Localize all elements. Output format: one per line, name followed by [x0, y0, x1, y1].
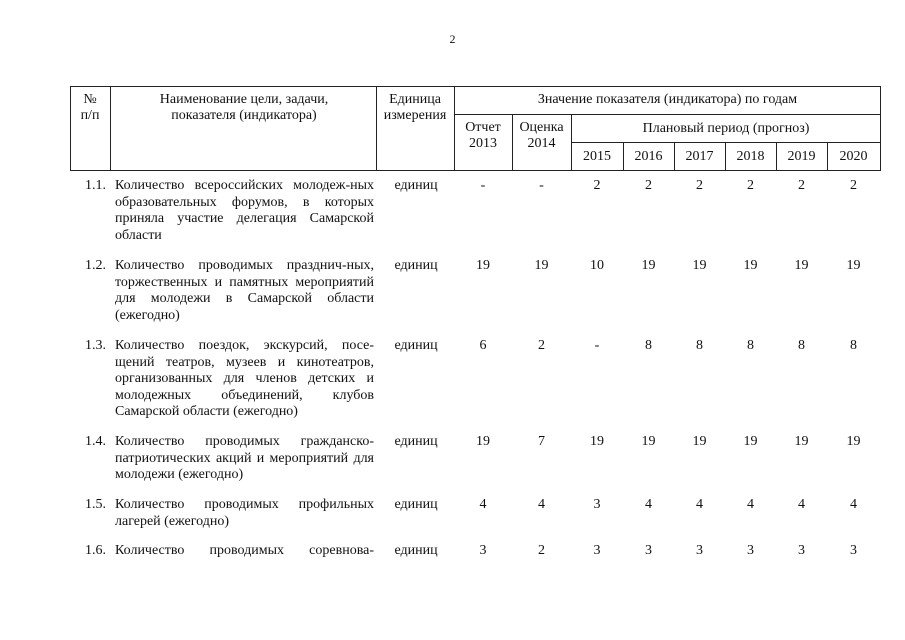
page-number: 2: [449, 32, 456, 46]
value-2020: 19: [846, 258, 861, 273]
value-2014: 7: [538, 434, 545, 449]
header-year: 2017: [685, 149, 714, 164]
value-2014: 2: [538, 338, 545, 353]
unit-cell: единиц: [394, 497, 438, 512]
value-2017: 3: [696, 543, 703, 558]
unit-cell: единиц: [394, 338, 438, 353]
value-2016: 8: [645, 338, 652, 353]
value-2016: 2: [645, 178, 652, 193]
header-year: 2020: [839, 149, 868, 164]
indicator-name: Количество поездок, экскурсий, посе-щений театров, музеев и кинотеатров, организованных для членов детских и молодежных объединений, клубов Самарской области (ежегодно): [115, 338, 374, 419]
value-2013: 6: [479, 338, 487, 353]
value-2019: 3: [798, 543, 805, 558]
indicator-name: Количество проводимых гражданско-патриотических акций и мероприятий для молодежи (ежегодно): [115, 434, 374, 482]
row-number: 1.6.: [85, 543, 106, 558]
value-2019: 4: [798, 497, 805, 512]
value-2015: 10: [590, 258, 604, 273]
value-2018: 8: [747, 338, 754, 353]
value-2016: 3: [645, 543, 652, 558]
row-number: 1.5.: [85, 497, 106, 512]
value-2015: 2: [593, 178, 601, 193]
header-estimate-2014: Оценка 2014: [519, 120, 564, 151]
row-number: 1.2.: [85, 258, 106, 273]
value-2018: 19: [743, 258, 758, 273]
value-2017: 4: [696, 497, 703, 512]
indicator-name: Количество всероссийских молодеж-ных образовательных форумов, в которых приняла участие делегация Самарской области: [115, 178, 374, 243]
value-2020: 8: [850, 338, 857, 353]
header-year: 2019: [787, 149, 816, 164]
value-2013: 19: [476, 434, 490, 449]
value-2015: 3: [593, 543, 601, 558]
value-2020: 19: [846, 434, 861, 449]
header-report-2013: Отчет 2013: [465, 120, 501, 151]
value-2018: 19: [743, 434, 758, 449]
value-2018: 4: [747, 497, 754, 512]
value-2014: 19: [534, 258, 549, 273]
value-2016: 19: [641, 434, 656, 449]
header-number: № п/п: [80, 92, 100, 123]
indicator-name: Количество проводимых празднич-ных, торжественных и памятных мероприятий для молодежи в Самарской области (ежегодно): [115, 258, 374, 323]
value-2016: 19: [641, 258, 656, 273]
value-2014: -: [539, 178, 544, 193]
indicator-name: Количество проводимых соревнова-: [115, 543, 374, 558]
header-plan-period: Плановый период (прогноз): [642, 121, 810, 136]
value-2013: 19: [476, 258, 490, 273]
value-2016: 4: [645, 497, 652, 512]
unit-cell: единиц: [394, 434, 438, 449]
value-2014: 4: [538, 497, 545, 512]
value-2018: 2: [747, 178, 754, 193]
unit-cell: единиц: [394, 543, 438, 558]
value-2015: -: [594, 338, 600, 353]
header-unit: Единица измерения: [383, 92, 447, 123]
value-2017: 2: [696, 178, 703, 193]
value-2017: 8: [696, 338, 703, 353]
value-2015: 3: [593, 497, 601, 512]
value-2020: 2: [850, 178, 857, 193]
header-year: 2015: [583, 149, 611, 164]
header-values-by-year: Значение показателя (индикатора) по годам: [537, 92, 798, 107]
indicator-name: Количество проводимых профильных лагерей (ежегодно): [115, 497, 374, 529]
value-2020: 4: [850, 497, 857, 512]
value-2018: 3: [747, 543, 754, 558]
header-year: 2016: [634, 149, 663, 164]
unit-cell: единиц: [394, 178, 438, 193]
value-2017: 19: [692, 434, 707, 449]
table-header: [70, 86, 881, 170]
value-2019: 19: [794, 258, 809, 273]
row-number: 1.4.: [85, 434, 106, 449]
row-number: 1.3.: [85, 338, 106, 353]
value-2019: 19: [794, 434, 809, 449]
header-name: Наименование цели, задачи, показателя (индикатора): [159, 92, 329, 123]
value-2019: 8: [798, 338, 805, 353]
unit-cell: единиц: [394, 258, 438, 273]
value-2019: 2: [798, 178, 805, 193]
value-2013: 3: [479, 543, 487, 558]
value-2014: 2: [538, 543, 545, 558]
header-year: 2018: [736, 149, 765, 164]
value-2013: -: [480, 178, 486, 193]
row-number: 1.1.: [85, 178, 106, 193]
value-2017: 19: [692, 258, 707, 273]
value-2015: 19: [590, 434, 604, 449]
value-2013: 4: [479, 497, 487, 512]
value-2020: 3: [850, 543, 857, 558]
